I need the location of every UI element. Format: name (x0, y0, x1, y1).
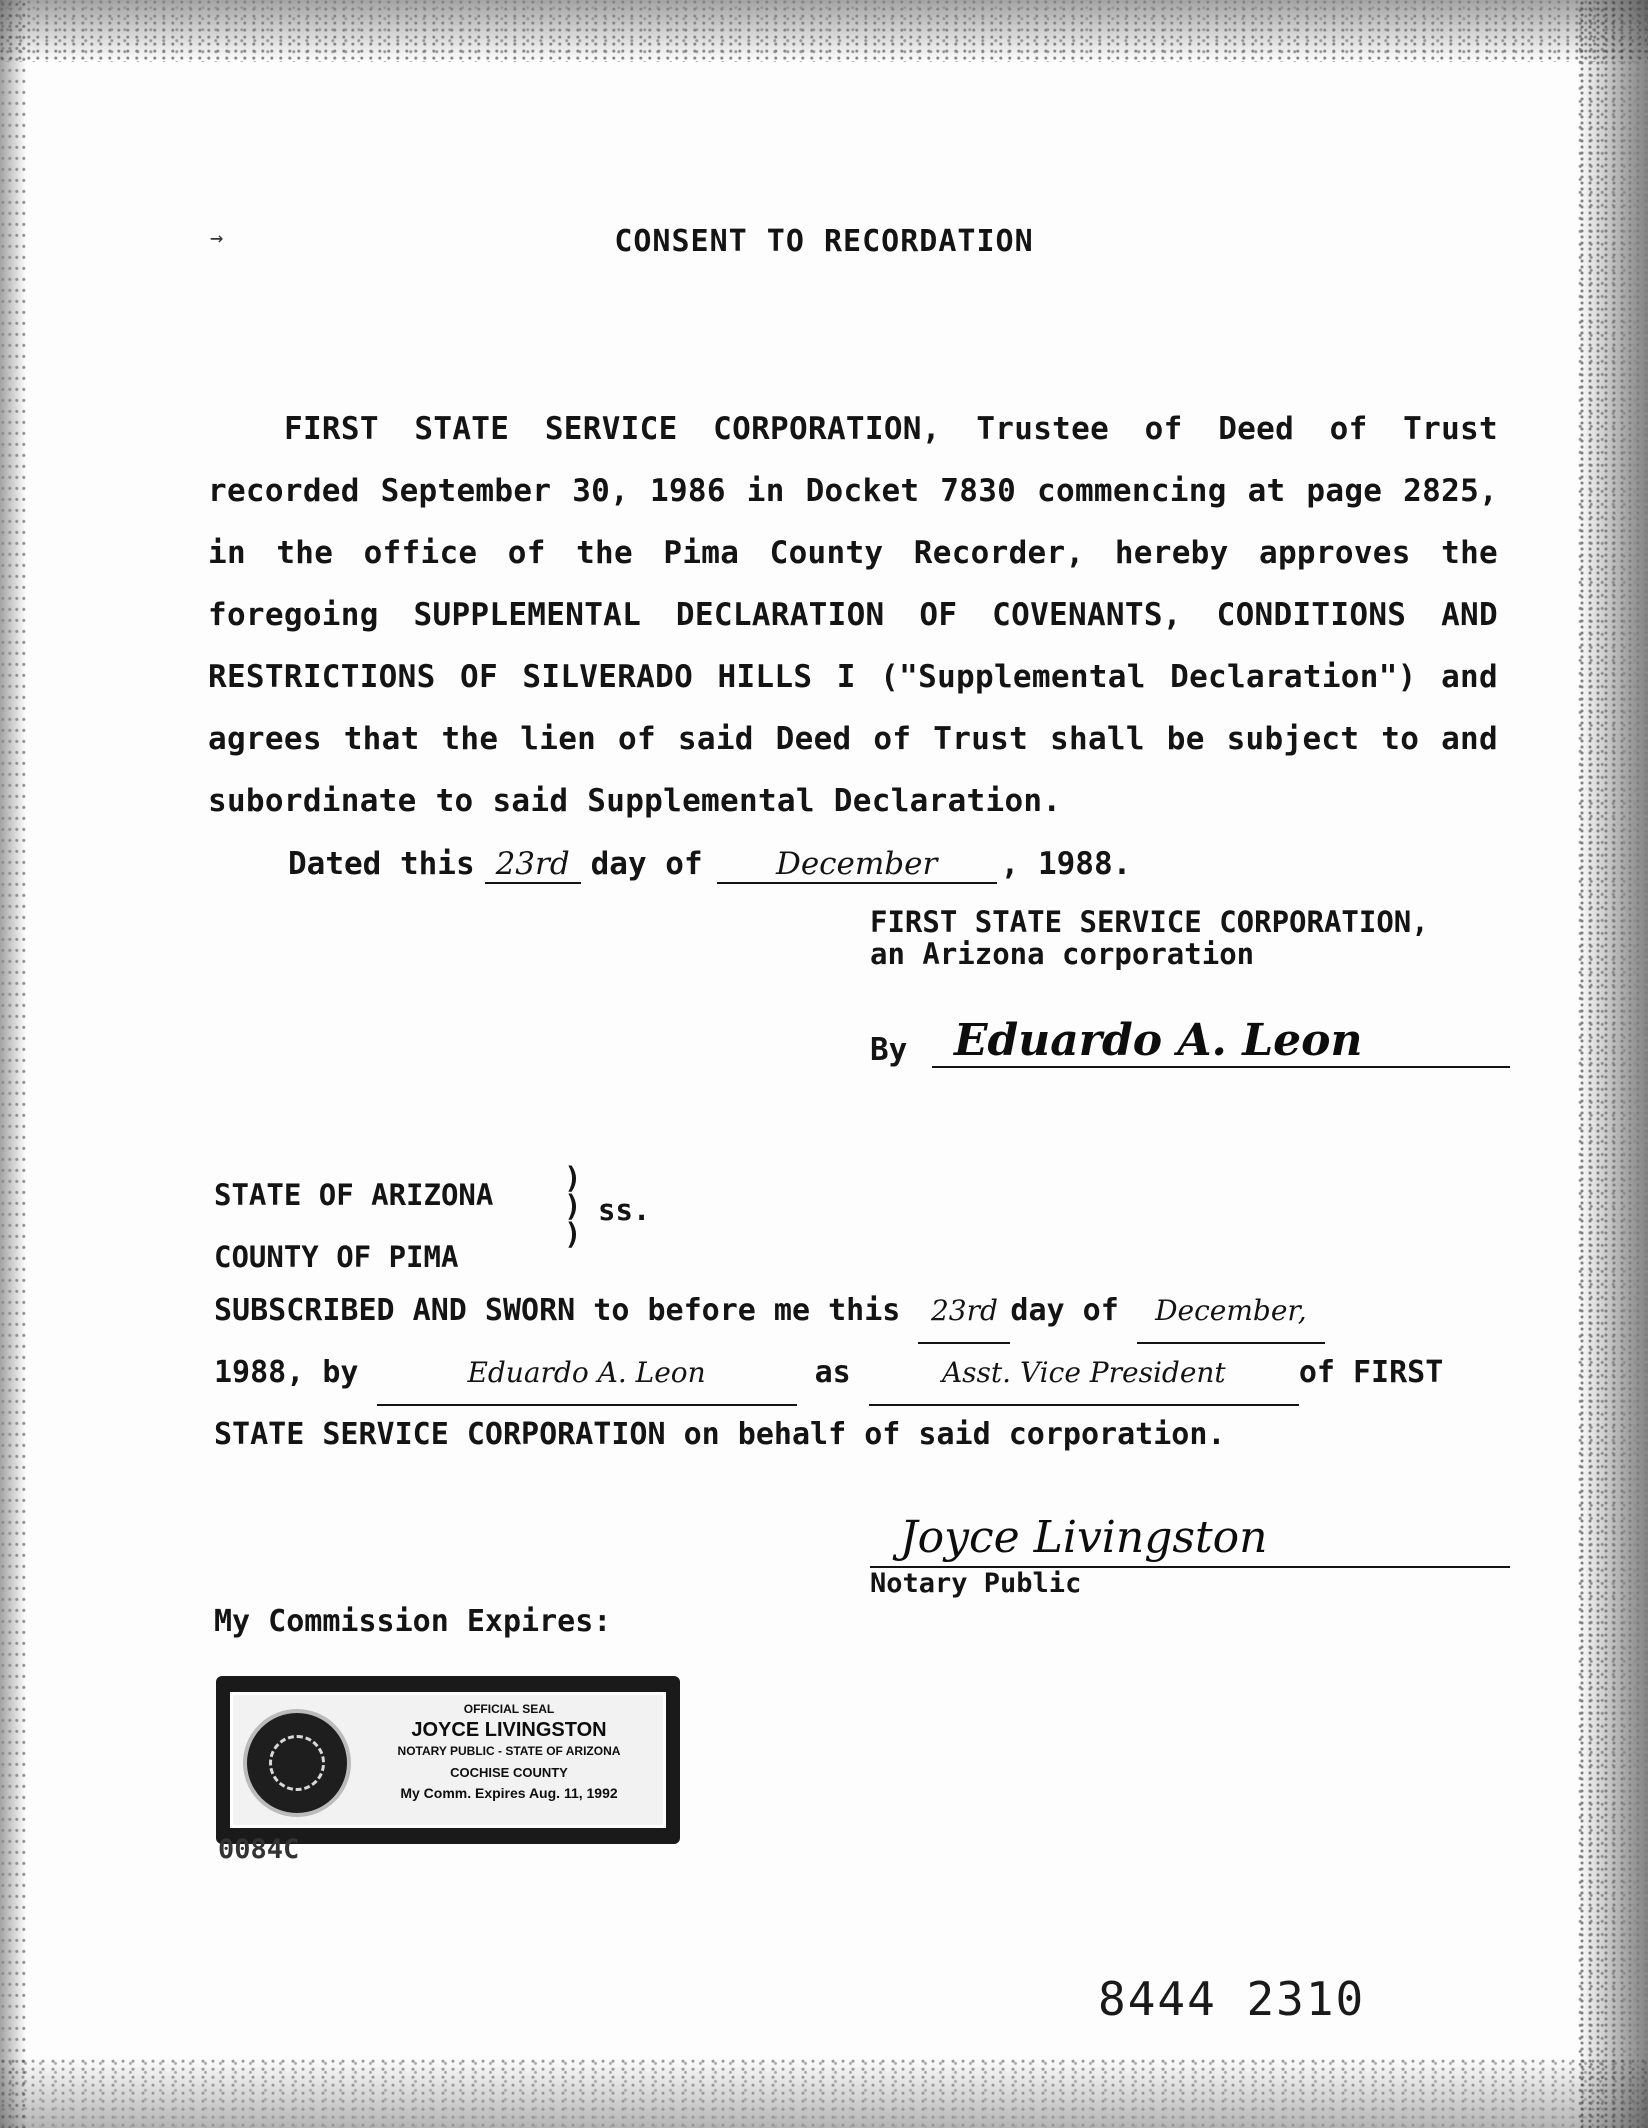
commission-expires-label: My Commission Expires: (214, 1604, 612, 1639)
trustee-signature: Eduardo A. Leon (954, 1015, 1363, 1066)
venue-state: STATE OF ARIZONA (214, 1178, 494, 1212)
corporation-block (870, 906, 1429, 970)
by-signature-line (932, 1066, 1510, 1068)
jurat-day: 23rd (918, 1280, 1010, 1344)
scan-edge-top (0, 0, 1648, 62)
document-title: CONSENT TO RECORDATION (614, 224, 1034, 259)
jurat-line-2 (214, 1342, 1443, 1406)
jurat-middle: day of (1010, 1293, 1119, 1328)
by-label: By (870, 1032, 908, 1068)
notary-signature-block (870, 1512, 1510, 1599)
corporation-name: FIRST STATE SERVICE CORPORATION, (870, 905, 1429, 939)
dated-middle: day of (590, 846, 703, 882)
notary-stamp-inner (230, 1692, 666, 1828)
dated-line (288, 846, 1131, 896)
dated-prefix: Dated this (288, 846, 475, 882)
jurat-of-first: of FIRST (1298, 1355, 1444, 1390)
scan-edge-right (1578, 0, 1648, 2128)
jurat-as: as (814, 1355, 851, 1390)
scan-edge-bottom (0, 2058, 1648, 2128)
jurat-month: December, (1137, 1280, 1325, 1344)
consent-paragraph: FIRST STATE SERVICE CORPORATION, Trustee of Deed of Trust recorded September 30, 1986 in Docket 7830 commencing at page 2825, in the office of the Pima County Recorder, hereby approves the foregoing SUPPLEMENTAL DECLARATION OF COVENANTS, CONDITIONS AND RESTRICTIONS OF SILVERADO HILLS I ("Supplemental Declaration") and agrees that the lien of said Deed of Trust shall be subject to and subordinate to said Supplemental Declaration. (208, 411, 1498, 819)
stamp-line-4: COCHISE COUNTY (450, 1765, 568, 1780)
stamp-line-5: My Comm. Expires Aug. 11, 1992 (400, 1785, 618, 1801)
document-code: 0084C (218, 1834, 300, 1865)
notary-stamp-text (361, 1699, 657, 1804)
stamp-line-3: NOTARY PUBLIC - STATE OF ARIZONA (397, 1744, 621, 1758)
venue-bracket: ) ) ) (564, 1161, 582, 1251)
dated-day: 23rd (485, 846, 581, 884)
notary-label: Notary Public (870, 1568, 1082, 1599)
jurat-line-3: STATE SERVICE CORPORATION on behalf of said corporation. (214, 1417, 1226, 1452)
venue-county: COUNTY OF PIMA (214, 1240, 459, 1274)
notary-seal-icon (243, 1709, 351, 1817)
scan-edge-left (0, 0, 26, 2128)
jurat-year-by: 1988, by (214, 1355, 359, 1390)
notary-signature: Joyce Livingston (900, 1512, 1268, 1563)
jurat-signer: Eduardo A. Leon (377, 1342, 797, 1406)
by-signature-block (870, 1012, 1510, 1068)
dated-month: December (717, 846, 997, 884)
corporation-description: an Arizona corporation (870, 937, 1255, 971)
venue-ss: ss. (598, 1193, 651, 1227)
stamp-line-1: OFFICIAL SEAL (463, 1702, 555, 1716)
notary-stamp (216, 1676, 680, 1844)
jurat-line-1 (214, 1280, 1325, 1344)
venue-block (214, 1161, 651, 1288)
dated-year: , 1988. (1000, 846, 1132, 882)
margin-mark: → (210, 226, 224, 251)
docket-page-number: 8444 2310 (1098, 1972, 1366, 2026)
jurat-title: Asst. Vice President (869, 1342, 1299, 1406)
jurat-prefix: SUBSCRIBED AND SWORN to before me this (214, 1293, 901, 1328)
stamp-line-2: JOYCE LIVINGSTON (411, 1719, 607, 1741)
